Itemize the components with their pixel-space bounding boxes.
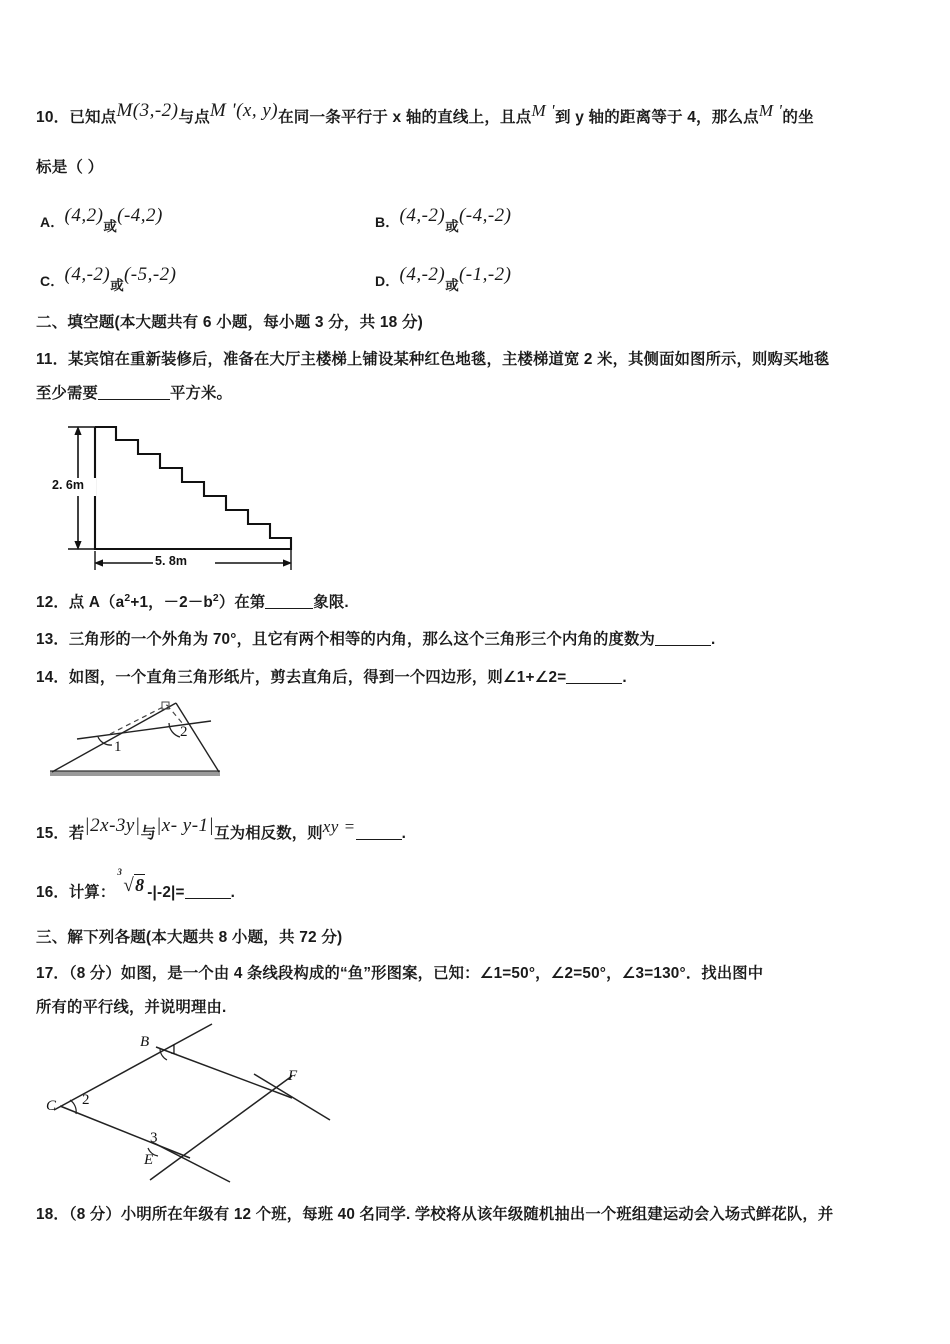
root-index: 3 bbox=[117, 867, 123, 877]
question-10-option-a[interactable] bbox=[40, 205, 163, 235]
question-10-text-3: 在同一条平行于 x 轴的直线上，且点 bbox=[278, 109, 532, 126]
fish-shape-svg bbox=[40, 1022, 360, 1202]
option-b-value-1: (4,-2) bbox=[399, 205, 446, 226]
option-b-join: 或 bbox=[445, 219, 459, 234]
question-14-answer-blank[interactable] bbox=[566, 668, 622, 684]
option-c-label: C． bbox=[40, 273, 65, 289]
segment-c-e bbox=[60, 1106, 190, 1158]
question-15-math-1: |2x-3y| bbox=[84, 815, 141, 836]
option-d-value-2: (-1,-2) bbox=[458, 264, 512, 285]
option-a-label: A． bbox=[40, 214, 65, 230]
question-18-number: 18． bbox=[36, 1206, 69, 1223]
question-13-pre: 三角形的一个外角为 70°，且它有两个相等的内角，那么这个三角形三个内角的度数为 bbox=[68, 631, 655, 648]
question-12-exponent-2: 2 bbox=[212, 593, 219, 604]
question-10-math-4: M ' bbox=[758, 101, 783, 120]
staircase-figure bbox=[48, 418, 348, 578]
question-10-math-2: M '(x, y) bbox=[209, 100, 279, 121]
question-13-answer-blank[interactable] bbox=[655, 630, 711, 646]
question-11-line-1 bbox=[36, 350, 830, 371]
question-14-number: 14． bbox=[36, 669, 69, 686]
cut-line bbox=[77, 721, 211, 739]
question-11-line-2-post: 平方米。 bbox=[170, 385, 232, 402]
staircase-outline bbox=[95, 427, 291, 549]
question-10-text-4: 到 y 轴的距离等于 4，那么点 bbox=[554, 109, 759, 126]
question-13 bbox=[36, 630, 715, 651]
point-c-label: C bbox=[46, 1098, 57, 1114]
question-15-mid-1: 与 bbox=[140, 825, 157, 842]
section-3-heading: 三、解下列各题(本大题共 8 小题，共 72 分) bbox=[36, 929, 343, 946]
question-18-line-1 bbox=[36, 1205, 833, 1226]
question-17-text-1: （8 分）如图，是一个由 4 条线段构成的“鱼”形图案，已知：∠1=50°，∠2=50°，∠3=130°．找出图中 bbox=[68, 965, 764, 982]
question-16-tail: . bbox=[230, 884, 236, 901]
cut-corner-triangle-figure bbox=[44, 697, 274, 787]
question-17-number: 17． bbox=[36, 965, 69, 982]
cube-root-expression bbox=[117, 867, 145, 899]
question-10-number: 10． bbox=[36, 109, 70, 126]
question-12-mid: +1，－2－b bbox=[130, 594, 213, 612]
question-12-exponent-1: 2 bbox=[124, 593, 131, 604]
question-11-text: 某宾馆在重新装修后，准备在大厅主楼梯上铺设某种红色地毯，主楼梯道宽 2 米，其侧面如图所示，则购买地毯 bbox=[68, 351, 830, 368]
question-14-tail: . bbox=[622, 669, 627, 686]
angle-1-label: 1 bbox=[114, 739, 122, 755]
staircase-svg bbox=[48, 418, 348, 578]
question-10-math-1: M(3,-2) bbox=[116, 100, 179, 121]
option-d-value-1: (4,-2) bbox=[399, 264, 446, 285]
question-14-pre: 如图，一个直角三角形纸片，剪去直角后，得到一个四边形，则∠1+∠2= bbox=[68, 669, 567, 686]
question-14 bbox=[36, 668, 627, 689]
question-16-pre: 计算： bbox=[68, 884, 116, 901]
angle-2-label: 2 bbox=[82, 1092, 90, 1108]
question-11-line-2 bbox=[36, 384, 232, 405]
angle-1-label: 1 bbox=[170, 1042, 178, 1058]
radical-sign: √ bbox=[123, 875, 135, 896]
angle-3-label: 3 bbox=[150, 1130, 158, 1146]
question-15 bbox=[36, 815, 407, 846]
ground-bar bbox=[50, 771, 220, 776]
section-2-heading: 二、填空题(本大题共有 6 小题，每小题 3 分，共 18 分) bbox=[36, 314, 424, 331]
question-10-text-2: 与点 bbox=[178, 109, 210, 126]
question-15-math-2: |x- y-1| bbox=[156, 815, 215, 836]
removed-corner-dashed-left bbox=[110, 705, 167, 734]
option-c-value-1: (4,-2) bbox=[64, 264, 111, 285]
question-12-answer-blank[interactable] bbox=[265, 594, 313, 610]
triangle-left-side bbox=[52, 703, 176, 772]
question-10-option-c[interactable] bbox=[40, 264, 177, 294]
question-13-tail: . bbox=[711, 631, 716, 648]
question-15-tail: . bbox=[401, 825, 407, 842]
question-12 bbox=[36, 592, 349, 614]
question-15-pre: 若 bbox=[68, 825, 85, 842]
question-10-text-1: 已知点 bbox=[69, 109, 117, 126]
question-10-line-2: 标是（ ） bbox=[36, 159, 104, 176]
fish-shape-figure bbox=[40, 1022, 360, 1202]
option-c-value-2: (-5,-2) bbox=[123, 264, 177, 285]
option-b-value-2: (-4,-2) bbox=[458, 205, 512, 226]
question-18-text-1: （8 分）小明所在年级有 12 个班，每班 40 名同学. 学校将从该年级随机抽出一个班组建运动会入场式鲜花队，并 bbox=[68, 1206, 834, 1223]
question-10-option-b[interactable] bbox=[375, 205, 512, 235]
segment-through-e bbox=[152, 1142, 230, 1182]
option-c-join: 或 bbox=[110, 278, 124, 293]
question-12-pre: 点 A（a bbox=[68, 594, 125, 612]
question-15-answer-blank[interactable] bbox=[356, 824, 402, 840]
option-d-label: D． bbox=[375, 273, 400, 289]
point-f-label: F bbox=[288, 1068, 298, 1084]
question-12-post: ）在第 bbox=[218, 594, 266, 612]
angle-1-arc bbox=[98, 737, 112, 745]
question-10-text-5: 的坐 bbox=[782, 109, 814, 126]
question-10-line-1 bbox=[36, 100, 814, 130]
question-12-tail: 象限. bbox=[313, 594, 349, 612]
option-d-join: 或 bbox=[445, 278, 459, 293]
option-a-join: 或 bbox=[103, 219, 118, 234]
cut-corner-triangle-svg bbox=[44, 697, 274, 787]
question-10-math-3: M ' bbox=[531, 101, 555, 120]
question-16-mid: -|-2|= bbox=[147, 884, 185, 901]
option-b-label: B． bbox=[375, 214, 400, 230]
question-16-answer-blank[interactable] bbox=[185, 883, 231, 899]
question-16-number: 16． bbox=[36, 884, 69, 901]
point-e-label: E bbox=[144, 1152, 154, 1168]
staircase-height-label: 2. 6m bbox=[52, 478, 84, 492]
question-17-line-1 bbox=[36, 964, 763, 985]
question-11-number: 11． bbox=[36, 351, 69, 368]
question-15-number: 15． bbox=[36, 825, 69, 842]
radicand: 8 bbox=[135, 875, 145, 895]
option-a-value-1: (4,2) bbox=[64, 205, 104, 226]
staircase-width-label: 5. 8m bbox=[155, 554, 187, 568]
segment-through-b bbox=[54, 1024, 212, 1110]
question-16 bbox=[36, 867, 236, 905]
question-12-number: 12． bbox=[36, 594, 69, 612]
question-17-line-2: 所有的平行线，并说明理由. bbox=[36, 999, 227, 1016]
question-13-number: 13． bbox=[36, 631, 69, 648]
question-15-mid-2: 互为相反数，则 bbox=[214, 825, 323, 842]
segment-e-f bbox=[150, 1076, 292, 1180]
angle-2-label: 2 bbox=[180, 724, 188, 740]
question-15-math-3: xy = bbox=[322, 817, 356, 836]
question-11-answer-blank[interactable] bbox=[98, 384, 170, 400]
point-b-label: B bbox=[140, 1034, 150, 1050]
option-a-value-2: (-4,2) bbox=[117, 205, 163, 226]
question-11-line-2-pre: 至少需要 bbox=[36, 385, 98, 402]
question-10-option-d[interactable] bbox=[375, 264, 512, 294]
